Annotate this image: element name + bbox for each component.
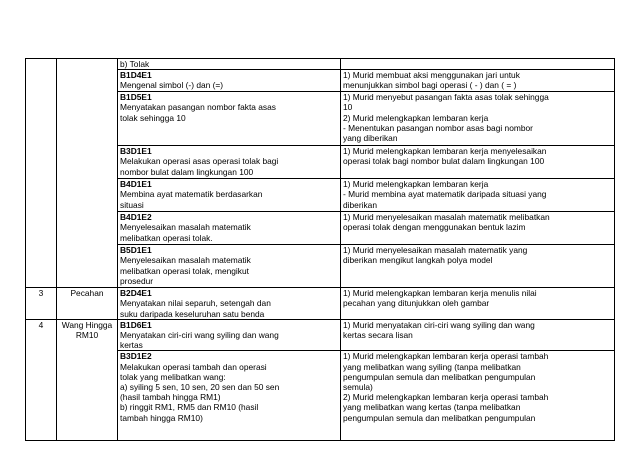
activity-line: pengumpulan semula dan melibatkan pengumpulan <box>343 412 536 423</box>
standard-cell <box>118 70 341 92</box>
activity-cell <box>341 92 615 146</box>
activity-cell <box>341 245 615 288</box>
activity-line: yang melibatkan wang syiling (tanpa melibatkan <box>343 361 521 372</box>
table-row <box>26 59 615 70</box>
activity-line: pengumpulan semula dan melibatkan pengumpulan <box>343 371 536 382</box>
standard-cell <box>118 319 341 351</box>
item-number-cell <box>26 59 57 70</box>
activity-cell <box>341 319 615 351</box>
standard-description-line: b) ringgit RM1, RM5 dan RM10 (hasil <box>120 402 259 413</box>
standard-description-line: Menyatakan nilai separuh, setengah dan <box>120 298 271 309</box>
standard-description-line: melibatkan operasi tolak, mengikut <box>120 265 249 276</box>
table-row <box>26 92 615 146</box>
topic-cell <box>57 179 118 212</box>
activity-line: diberikan mengikut langkah polya model <box>343 255 493 266</box>
topic-title: Wang Hingga RM10 <box>61 319 113 341</box>
table-row <box>26 70 615 92</box>
table-row <box>26 212 615 245</box>
table-row <box>26 245 615 288</box>
table-row <box>26 146 615 179</box>
item-number-cell <box>26 146 57 179</box>
table-row <box>26 351 615 441</box>
standard-description-line: a) syiling 5 sen, 10 sen, 20 sen dan 50 sen <box>120 382 280 393</box>
activity-line: menunjukkan simbol bagi operasi ( - ) dan ( = ) <box>343 80 517 91</box>
activity-cell <box>341 212 615 245</box>
standard-code: B1D5E1 <box>120 92 152 103</box>
standard-description-line: Menyatakan pasangan nombor fakta asas <box>120 102 276 113</box>
topic-cell <box>57 351 118 441</box>
standard-code: B3D1E1 <box>120 146 152 157</box>
activity-line: 1) Murid menyelesaikan masalah matematik yang <box>343 245 528 256</box>
standard-cell <box>118 59 341 70</box>
activity-cell <box>341 70 615 92</box>
standard-description-line: Menyatakan ciri-ciri wang syiling dan wang <box>120 330 279 341</box>
activity-line: pecahan yang ditunjukkan oleh gambar <box>343 298 490 309</box>
activity-line: - Menentukan pasangan nombor asas bagi nombor <box>343 122 533 133</box>
activity-cell <box>341 146 615 179</box>
standard-description-line: melibatkan operasi tolak. <box>120 232 213 243</box>
item-number-cell <box>26 179 57 212</box>
standard-code: B4D1E2 <box>120 212 152 223</box>
activity-line: 1) Murid melengkapkan lembaran kerja <box>343 179 489 190</box>
activity-line: 1) Murid menyatakan ciri-ciri wang syiling dan wang <box>343 319 535 330</box>
item-number-cell <box>26 245 57 288</box>
standard-description-line: nombor bulat dalam lingkungan 100 <box>120 166 254 177</box>
table-row <box>26 319 615 351</box>
item-number-cell <box>26 212 57 245</box>
standard-code: B3D1E2 <box>120 351 152 362</box>
item-number-cell <box>26 92 57 146</box>
activity-line: diberikan <box>343 199 377 210</box>
item-number-cell <box>26 288 57 320</box>
activity-line: 10 <box>343 102 353 113</box>
topic-cell <box>57 59 118 70</box>
item-number-cell <box>26 351 57 441</box>
item-number: 3 <box>38 288 44 299</box>
standard-description-line: Mengenal simbol (-) dan (=) <box>120 80 224 91</box>
standard-description-line: prosedur <box>120 275 154 286</box>
activity-line: 1) Murid membuat aksi menggunakan jari untuk <box>343 70 520 81</box>
activity-cell <box>341 351 615 441</box>
table-row <box>26 288 615 320</box>
standard-description-line: tambah hingga RM10) <box>120 412 203 423</box>
standard-code: B4D1E1 <box>120 179 152 190</box>
standard-description-line: Membina ayat matematik berdasarkan <box>120 189 263 200</box>
syllabus-table-body <box>26 59 615 441</box>
activity-line: kertas secara lisan <box>343 330 413 341</box>
topic-cell <box>57 245 118 288</box>
standard-description-line: b) Tolak <box>120 59 150 69</box>
standard-code: B5D1E1 <box>120 245 152 256</box>
activity-line: - Murid membina ayat matematik daripada situasi yang <box>343 189 547 200</box>
topic-cell <box>57 212 118 245</box>
topic-cell <box>57 70 118 92</box>
activity-line: operasi tolak bagi nombor bulat dalam lingkungan 100 <box>343 156 545 167</box>
standard-cell <box>118 146 341 179</box>
standard-description-line: tolak sehingga 10 <box>120 112 186 123</box>
activity-line: 1) Murid melengkapkan lembaran kerja menulis nilai <box>343 288 537 299</box>
activity-cell <box>341 288 615 320</box>
standard-description-line: Menyelesaikan masalah matematik <box>120 255 251 266</box>
standard-description-line: situasi <box>120 199 144 210</box>
standard-cell <box>118 92 341 146</box>
standard-code: B2D4E1 <box>120 288 152 299</box>
standard-cell <box>118 212 341 245</box>
standard-description-line: Melakukan operasi asas operasi tolak bagi <box>120 156 279 167</box>
activity-line: yang diberikan <box>343 133 398 144</box>
syllabus-table <box>25 58 615 441</box>
standard-code: B1D4E1 <box>120 70 152 81</box>
table-row <box>26 179 615 212</box>
standard-cell <box>118 288 341 320</box>
item-number-cell <box>26 70 57 92</box>
topic-cell <box>57 288 118 320</box>
activity-line: 1) Murid menyelesaikan masalah matematik melibatkan <box>343 212 550 223</box>
topic-cell <box>57 319 118 351</box>
standard-cell <box>118 179 341 212</box>
activity-line: 1) Murid melengkapkan lembaran kerja operasi tambah <box>343 351 549 362</box>
activity-line: semula) <box>343 382 373 393</box>
activity-line: operasi tolak dengan menggunakan bentuk lazim <box>343 222 526 233</box>
standard-cell <box>118 351 341 441</box>
item-number: 4 <box>38 319 44 330</box>
standard-description-line: tolak yang melibatkan wang: <box>120 371 226 382</box>
topic-cell <box>57 146 118 179</box>
item-number-cell <box>26 319 57 351</box>
standard-description-line: Melakukan operasi tambah dan operasi <box>120 361 267 372</box>
activity-line: yang melibatkan wang kertas (tanpa melibatkan <box>343 402 521 413</box>
activity-line: 2) Murid melengkapkan lembaran kerja <box>343 112 489 123</box>
standard-code: B1D6E1 <box>120 319 152 330</box>
standard-description-line: Menyelesaikan masalah matematik <box>120 222 251 233</box>
activity-cell <box>341 59 615 70</box>
activity-line: 1) Murid melengkapkan lembaran kerja menyelesaikan <box>343 146 547 157</box>
standard-description-line: suku daripada keseluruhan satu benda <box>120 308 265 319</box>
activity-line: 1) Murid menyebut pasangan fakta asas tolak sehingga <box>343 92 549 103</box>
topic-title: Pecahan <box>70 288 104 299</box>
standard-description-line: (hasil tambah hingga RM1) <box>120 392 221 403</box>
topic-cell <box>57 92 118 146</box>
standard-cell <box>118 245 341 288</box>
standard-description-line: kertas <box>120 340 143 351</box>
activity-cell <box>341 179 615 212</box>
activity-line: 2) Murid melengkapkan lembaran kerja operasi tambah <box>343 392 549 403</box>
